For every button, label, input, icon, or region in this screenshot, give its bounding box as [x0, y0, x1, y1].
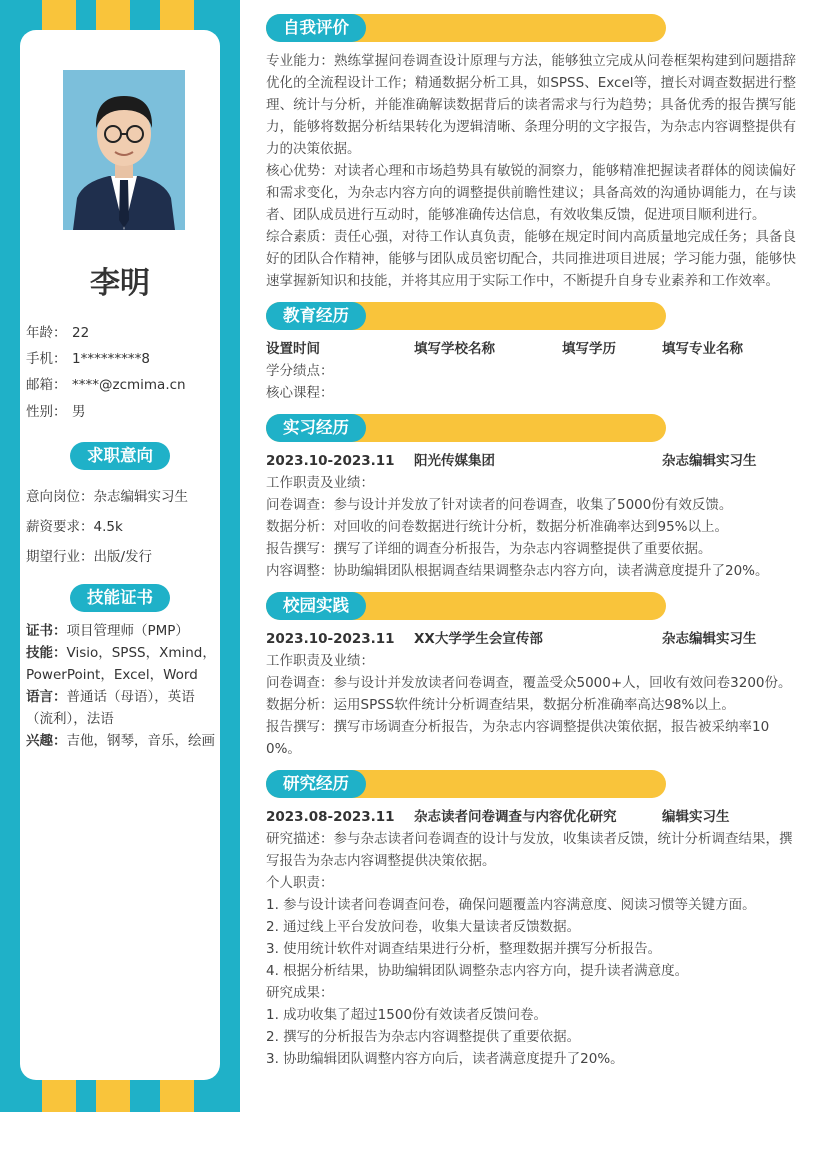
- decor-stripe: [42, 1080, 76, 1112]
- gender-row: [26, 400, 86, 420]
- gender-label: 性别：: [26, 404, 67, 420]
- education-gpa: 学分绩点：: [266, 363, 334, 379]
- phone-row: [26, 347, 150, 367]
- campus-org: XX大学学生会宣传部: [414, 631, 543, 647]
- section-header-education: [266, 302, 666, 330]
- list-item: 3. 协助编辑团队调整内容方向后，读者满意度提升了20%。: [266, 1051, 624, 1067]
- skills-section-title: 技能证书: [70, 584, 170, 612]
- decor-stripe: [42, 0, 76, 32]
- avatar: [63, 70, 185, 230]
- list-item: 问卷调查：参与设计并发放了针对读者的问卷调查，收集了5000份有效反馈。: [266, 497, 733, 513]
- internship-role: 杂志编辑实习生: [662, 453, 757, 469]
- email-label: 邮箱：: [26, 377, 67, 393]
- skill-row: [26, 642, 216, 686]
- skills-list: [26, 620, 216, 752]
- language-row: [26, 686, 216, 730]
- skill-label: 技能：: [26, 645, 67, 661]
- intent-section-title: 求职意向: [70, 442, 170, 470]
- language-label: 语言：: [26, 689, 67, 705]
- section-title: 自我评价: [266, 14, 366, 42]
- list-item: 研究描述：参与杂志读者问卷调查的设计与发放，收集读者反馈，统计分析调查结果，撰写报告为杂志内容调整提供决策依据。: [266, 831, 793, 869]
- self-eval-paragraph: 专业能力：熟练掌握问卷调查设计原理与方法，能够独立完成从问卷框架构建到问题措辞优化的全流程设计工作；精通数据分析工具，如SPSS、Excel等，擅长对调查数据进行整理、统计与分析，并能准确解读数据背后的读者需求与行为趋势；具备优秀的报告撰写能力，能够将数据分析结果转化为逻辑清晰、条理分明的文字报告，为杂志内容调整提供有力的决策依据。: [266, 53, 796, 157]
- decor-stripe: [160, 1080, 194, 1112]
- list-item: 4. 根据分析结果，协助编辑团队调整杂志内容方向，提升读者满意度。: [266, 963, 689, 979]
- section-title: 实习经历: [266, 414, 366, 442]
- age-label: 年龄：: [26, 325, 67, 341]
- education-degree: 填写学历: [562, 341, 616, 357]
- intent-position: 意向岗位：杂志编辑实习生: [26, 489, 188, 505]
- skill-value: Visio，SPSS，Xmind，PowerPoint，Excel，Word: [26, 645, 216, 683]
- list-item: 工作职责及业绩：: [266, 653, 374, 669]
- list-item: 2. 撰写的分析报告为杂志内容调整提供了重要依据。: [266, 1029, 581, 1045]
- list-item: 3. 使用统计软件对调查结果进行分析，整理数据并撰写分析报告。: [266, 941, 662, 957]
- section-header-campus: [266, 592, 666, 620]
- internship-org: 阳光传媒集团: [414, 453, 495, 469]
- list-item: 工作职责及业绩：: [266, 475, 374, 491]
- campus-row: [266, 628, 796, 650]
- list-item: 1. 参与设计读者问卷调查问卷，确保问题覆盖内容满意度、阅读习惯等关键方面。: [266, 897, 756, 913]
- age-row: [26, 321, 89, 341]
- section-header-internship: [266, 414, 666, 442]
- internship-time: 2023.10-2023.11: [266, 453, 395, 469]
- intent-industry: 期望行业：出版/发行: [26, 549, 153, 565]
- list-item: 报告撰写：撰写了详细的调查分析报告，为杂志内容调整提供了重要依据。: [266, 541, 712, 557]
- cert-row: [26, 620, 216, 642]
- list-item: 个人职责：: [266, 875, 334, 891]
- list-item: 数据分析：运用SPSS软件统计分析调查结果，数据分析准确率高达98%以上。: [266, 697, 735, 713]
- decor-stripe: [160, 0, 194, 32]
- hobby-label: 兴趣：: [26, 733, 67, 749]
- research-row: [266, 806, 796, 828]
- campus-time: 2023.10-2023.11: [266, 631, 395, 647]
- list-item: 2. 通过线上平台发放问卷，收集大量读者反馈数据。: [266, 919, 581, 935]
- education-school: 填写学校名称: [414, 341, 495, 357]
- age-value: 22: [72, 325, 90, 341]
- section-title: 校园实践: [266, 592, 366, 620]
- cert-label: 证书：: [26, 623, 67, 639]
- section-title: 研究经历: [266, 770, 366, 798]
- language-value: 普通话（母语），英语（流利），法语: [26, 689, 195, 727]
- intent-salary: 薪资要求：4.5k: [26, 519, 123, 535]
- decor-stripe: [96, 0, 130, 32]
- main-content: [266, 14, 796, 1070]
- section-title: 教育经历: [266, 302, 366, 330]
- education-major: 填写专业名称: [662, 341, 743, 357]
- section-header-research: [266, 770, 666, 798]
- education-courses: 核心课程：: [266, 385, 334, 401]
- list-item: 内容调整：协助编辑团队根据调查结果调整杂志内容方向，读者满意度提升了20%。: [266, 563, 769, 579]
- list-item: 报告撰写：撰写市场调查分析报告，为杂志内容调整提供决策依据，报告被采纳率100%。: [266, 719, 770, 757]
- list-item: 研究成果：: [266, 985, 334, 1001]
- email-value: ****@zcmima.cn: [72, 377, 186, 393]
- gender-value: 男: [72, 404, 86, 420]
- self-eval-paragraph: 核心优势：对读者心理和市场趋势具有敏锐的洞察力，能够精准把握读者群体的阅读偏好和需求变化，为杂志内容方向的调整提供前瞻性建议；具备高效的沟通协调能力，在与读者、团队成员进行互动时，能够准确传达信息，有效收集反馈，促进项目顺利进行。: [266, 163, 796, 223]
- section-header-self-eval: [266, 14, 666, 42]
- education-row: [266, 338, 796, 360]
- phone-value: 1*********8: [72, 351, 150, 367]
- hobby-row: [26, 730, 216, 752]
- research-role: 编辑实习生: [662, 809, 730, 825]
- decor-stripe: [96, 1080, 130, 1112]
- list-item: 问卷调查：参与设计并发放读者问卷调查，覆盖受众5000+人，回收有效问卷3200份。: [266, 675, 792, 691]
- education-time: 设置时间: [266, 341, 320, 357]
- research-time: 2023.08-2023.11: [266, 809, 395, 825]
- phone-label: 手机：: [26, 351, 67, 367]
- hobby-value: 吉他，钢琴，音乐，绘画: [66, 733, 215, 749]
- internship-row: [266, 450, 796, 472]
- cert-value: 项目管理师（PMP）: [66, 623, 189, 639]
- campus-role: 杂志编辑实习生: [662, 631, 757, 647]
- list-item: 数据分析：对回收的问卷数据进行统计分析，数据分析准确率达到95%以上。: [266, 519, 729, 535]
- list-item: 1. 成功收集了超过1500份有效读者反馈问卷。: [266, 1007, 548, 1023]
- email-row: [26, 373, 186, 393]
- research-topic: 杂志读者问卷调查与内容优化研究: [414, 809, 617, 825]
- self-eval-paragraph: 综合素质：责任心强，对待工作认真负责，能够在规定时间内高质量地完成任务；具备良好的团队合作精神，能够与团队成员密切配合，共同推进项目进展；学习能力强，能够快速掌握新知识和技能，并将其应用于实际工作中，不断提升自身专业素养和工作效率。: [266, 229, 796, 289]
- candidate-name: 李明: [90, 266, 150, 301]
